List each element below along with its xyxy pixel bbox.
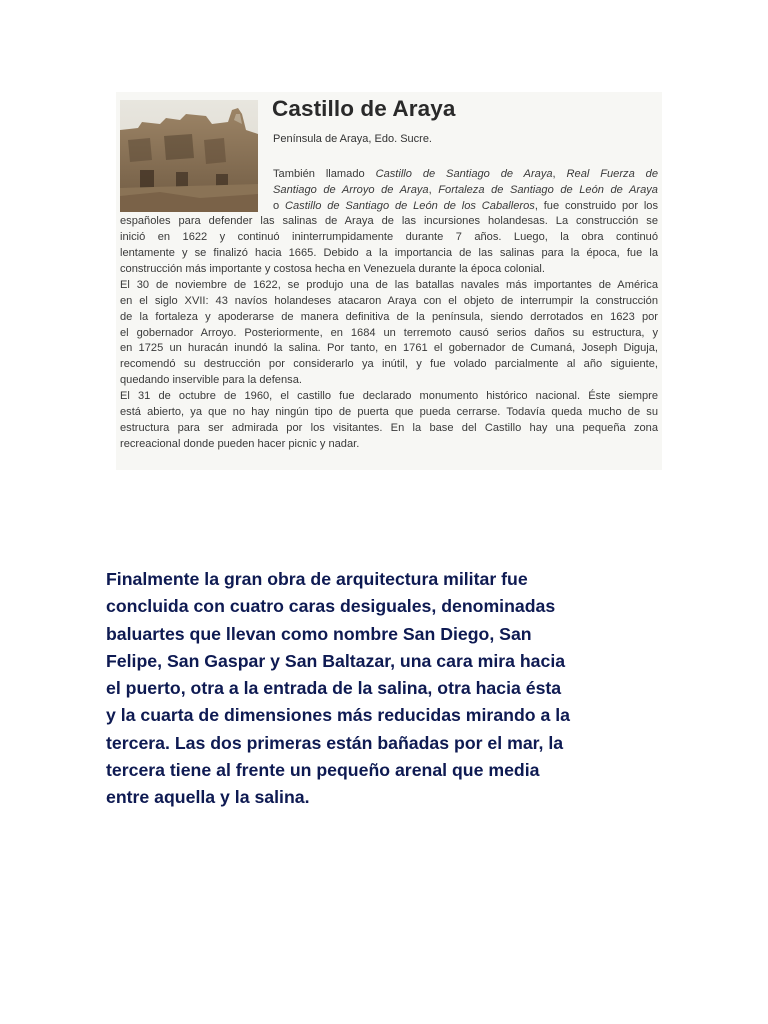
text-line: en el siglo XVII: 43 navíos holandeses atacaron Araya con el objeto de interrumpir la construcción xyxy=(120,294,658,307)
scanned-article-image xyxy=(116,92,662,470)
text-line: lentamente y se finalizó hacia 1665. Debido a la importancia de las salinas para la época, fue la xyxy=(120,246,658,259)
text-line: recreacional donde pueden hacer picnic y nadar. xyxy=(120,437,360,450)
paragraph-history xyxy=(120,278,658,389)
text-line: También llamado Castillo de Santiago de Araya, Real Fuerza de xyxy=(273,168,658,180)
text-line: o Castillo de Santiago de León de los Caballeros, fue construido por los xyxy=(273,199,659,212)
article-title: Castillo de Araya xyxy=(272,96,456,121)
text-line: estructura para ser admirada por los visitantes. En la base del Castillo hay una pequeña zona xyxy=(120,421,658,434)
text-line: Santiago de Arroyo de Araya, Fortaleza de Santiago de León de Araya xyxy=(273,183,658,196)
text-line: el gobernador Arroyo. Posteriormente, en 1684 un terremoto causó serios daños su estructura, y xyxy=(120,326,658,339)
text-line: concluida con cuatro caras desiguales, denominadas xyxy=(106,596,556,617)
text-line: de la fortaleza y apoderarse de manera definitiva de la península, siendo derrotados en 1623 por xyxy=(120,310,658,323)
text-line: baluartes que llevan como nombre San Diego, San xyxy=(106,623,532,644)
text-line: está abierto, ya que no hay ningún tipo de puerta que pueda cerrarse. Todavía queda mucho de su xyxy=(120,405,658,418)
text-line: tercera tiene al frente un pequeño arenal que media xyxy=(106,760,540,781)
article-subtitle: Península de Araya, Edo. Sucre. xyxy=(273,133,432,145)
paragraph-intro xyxy=(273,167,658,215)
text-line: Finalmente la gran obra de arquitectura militar fue xyxy=(106,569,528,589)
castle-ruins-illustration xyxy=(120,100,258,212)
text-line: Felipe, San Gaspar y San Baltazar, una cara mira hacia xyxy=(106,650,566,671)
text-line: recomendó su destrucción por considerarlo ya inútil, y fue volado parcialmente al año siguiente, xyxy=(120,358,658,371)
paragraph-intro-continued xyxy=(120,214,658,277)
text-line: el puerto, otra a la entrada de la salina, otra hacia ésta xyxy=(106,678,562,699)
body-paragraph xyxy=(106,566,666,812)
paragraph-monument xyxy=(120,389,658,452)
text-line: inició en 1622 y continuó ininterrumpidamente durante 7 años. Luego, la obra continuó xyxy=(120,230,658,243)
text-line: quedando inservible para la defensa. xyxy=(120,374,302,387)
text-line: y la cuarta de dimensiones más reducidas mirando a la xyxy=(106,705,570,726)
text-line: construcción más importante y costosa hecha en Venezuela durante la época colonial. xyxy=(120,262,545,275)
text-line: El 31 de octubre de 1960, el castillo fue declarado monumento histórico nacional. Éste siempre xyxy=(120,390,658,402)
text-line: en 1725 un huracán inundó la salina. Por tanto, en 1761 el gobernador de Cumaná, Joseph Diguja, xyxy=(120,342,658,355)
text-line: entre aquella y la salina. xyxy=(106,787,310,808)
text-line: españoles para defender las salinas de Araya de las incursiones holandesas. La construcción se xyxy=(120,215,658,227)
text-line: El 30 de noviembre de 1622, se produjo una de las batallas navales más importantes de América xyxy=(120,279,658,291)
text-line: tercera. Las dos primeras están bañadas por el mar, la xyxy=(106,732,564,753)
castle-photo xyxy=(120,100,258,212)
